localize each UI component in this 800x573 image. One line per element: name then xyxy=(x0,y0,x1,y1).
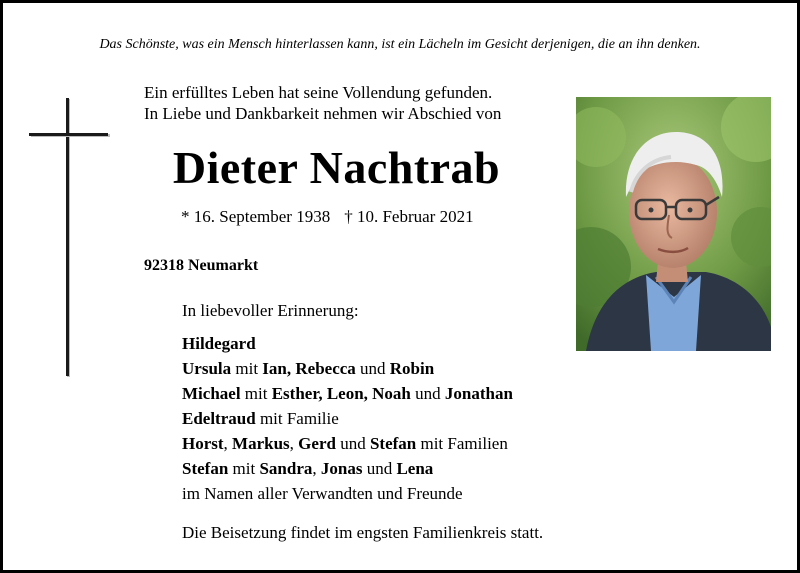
mourner-name: Sandra xyxy=(259,459,313,478)
memory-heading: In liebevoller Erinnerung: xyxy=(182,301,359,320)
portrait-illustration xyxy=(576,97,771,351)
mourner-connector: mit xyxy=(231,359,263,378)
mourner-connector: und xyxy=(335,434,370,453)
mourner-line xyxy=(182,356,513,381)
mourner-line xyxy=(182,381,513,406)
mourner-name: Jonas xyxy=(320,459,363,478)
mourner-connector: mit xyxy=(228,459,260,478)
portrait-photo xyxy=(576,97,771,351)
mourner-name: Lena xyxy=(396,459,434,478)
mourner-line xyxy=(182,431,513,456)
mourner-name: Esther, Leon, Noah xyxy=(271,384,411,403)
mourner-name: Edeltraud xyxy=(182,409,256,428)
life-dates xyxy=(181,207,474,227)
memorial-quote: Das Schönste, was ein Mensch hinterlassen kann, ist ein Lächeln im Gesicht derjenigen, die an ihn denken. xyxy=(99,37,701,52)
death-date: † 10. Februar 2021 xyxy=(344,207,474,226)
mourner-connector: , xyxy=(289,434,299,453)
mourner-name: Robin xyxy=(389,359,435,378)
mourner-name: Hildegard xyxy=(182,334,256,353)
mourner-connector: im Namen aller Verwandten und Freunde xyxy=(182,484,463,503)
mourner-name: Michael xyxy=(182,384,241,403)
mourner-connector: , xyxy=(223,434,233,453)
cross-icon xyxy=(66,98,69,376)
funeral-notice: Die Beisetzung findet im engsten Familienkreis statt. xyxy=(182,523,544,542)
mourner-connector: und xyxy=(355,359,390,378)
mourner-name: Markus xyxy=(232,434,290,453)
mourner-line xyxy=(182,481,513,506)
mourner-connector: mit Familie xyxy=(255,409,339,428)
mourner-name: Stefan xyxy=(182,459,229,478)
intro-text xyxy=(144,82,501,124)
cross-icon-bar xyxy=(29,133,108,136)
mourner-connector: mit Familien xyxy=(416,434,508,453)
mourner-name: Ursula xyxy=(182,359,232,378)
mourner-name: Jonathan xyxy=(444,384,513,403)
mourner-name: Gerd xyxy=(298,434,336,453)
mourner-connector: mit xyxy=(240,384,272,403)
mourner-connector: , xyxy=(312,459,321,478)
mourner-line xyxy=(182,456,513,481)
mourner-name: Ian, Rebecca xyxy=(262,359,356,378)
intro-line-1: Ein erfülltes Leben hat seine Vollendung gefunden. xyxy=(144,83,493,102)
mourner-line xyxy=(182,406,513,431)
birth-date: * 16. September 1938 xyxy=(181,207,331,226)
mourner-connector: und xyxy=(362,459,397,478)
mourner-name: Stefan xyxy=(369,434,417,453)
deceased-name: Dieter Nachtrab xyxy=(172,142,501,193)
mourner-connector: und xyxy=(410,384,445,403)
hometown: 92318 Neumarkt xyxy=(144,257,259,274)
intro-line-2: In Liebe und Dankbarkeit nehmen wir Abschied von xyxy=(144,104,502,123)
mourner-name: Horst xyxy=(182,434,224,453)
mourner-line xyxy=(182,331,513,356)
mourners-list xyxy=(182,331,513,506)
